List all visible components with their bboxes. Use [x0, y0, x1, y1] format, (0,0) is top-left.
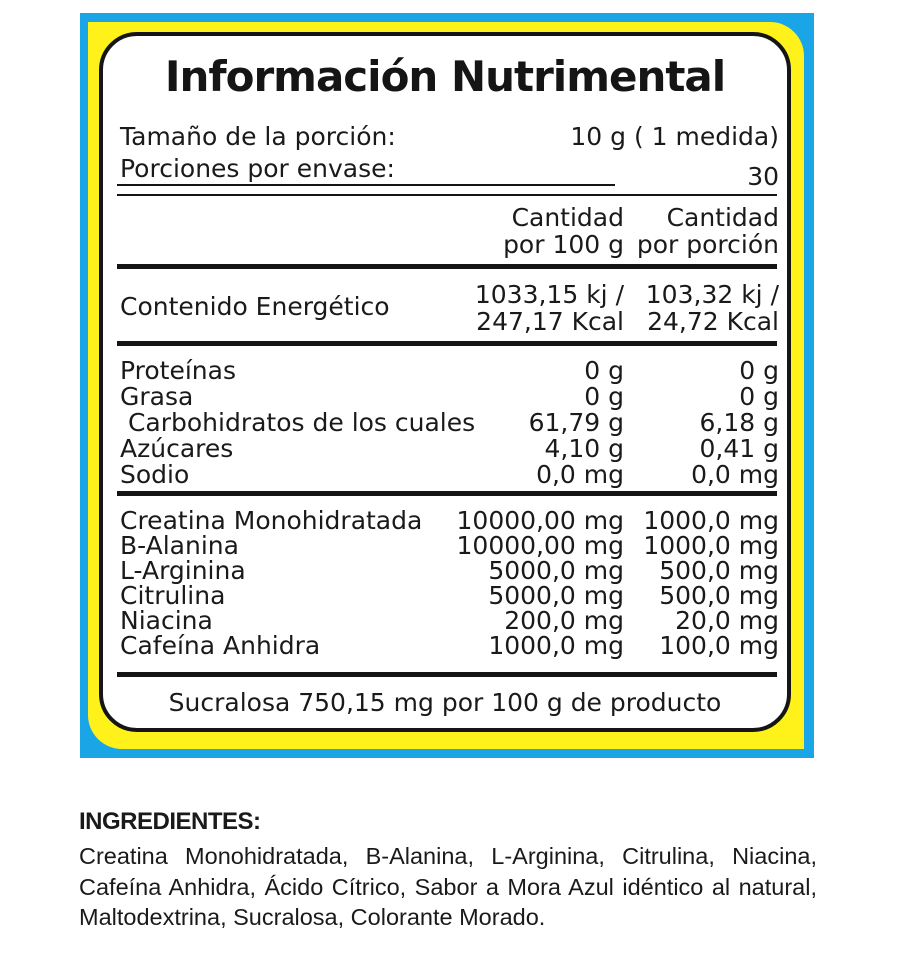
column-header-per-serving-line1: Cantidad	[666, 203, 779, 232]
nutrition-facts-panel	[99, 32, 791, 732]
servings-underline	[117, 184, 615, 186]
divider-serving	[117, 194, 777, 196]
column-header-per-100g-line1: Cantidad	[511, 203, 624, 232]
active-per-100g: 200,0 mg	[504, 606, 624, 635]
nutrient-name: Sodio	[120, 460, 190, 489]
active-name: L-Arginina	[120, 556, 246, 585]
nutrient-row	[103, 462, 787, 488]
nutrient-per-100g: 0 g	[584, 356, 624, 385]
nutrient-per-100g: 61,79 g	[528, 408, 624, 437]
divider-actives	[117, 672, 777, 677]
divider-energy	[117, 341, 777, 346]
energy-per-100g-kcal: 247,17 Kcal	[476, 307, 624, 336]
energy-per-serving	[619, 281, 779, 335]
divider-columns	[117, 264, 777, 269]
nutrient-per-serving: 6,18 g	[699, 408, 779, 437]
active-name: Cafeína Anhidra	[120, 631, 321, 660]
nutrient-name: Proteínas	[120, 356, 236, 385]
divider-nutrients	[117, 491, 777, 496]
energy-per-serving-kj: 103,32 kj /	[645, 280, 779, 309]
active-per-100g: 5000,0 mg	[488, 556, 624, 585]
active-row	[103, 633, 787, 659]
nutrition-title: Información Nutrimental	[164, 52, 726, 101]
nutrient-per-serving: 0 g	[739, 356, 779, 385]
nutrient-row	[103, 358, 787, 384]
energy-per-serving-kcal: 24,72 Kcal	[647, 307, 779, 336]
column-header-per-serving-line2: por porción	[636, 230, 779, 259]
nutrient-per-100g: 0 g	[584, 382, 624, 411]
energy-per-100g	[434, 281, 624, 335]
nutrient-name: Carbohidratos de los cuales	[120, 408, 476, 437]
nutrient-row	[103, 436, 787, 462]
nutrient-per-serving: 0,41 g	[699, 434, 779, 463]
serving-size-label: Tamaño de la porción:	[120, 122, 396, 151]
active-per-serving: 500,0 mg	[659, 581, 779, 610]
active-per-100g: 5000,0 mg	[488, 581, 624, 610]
nutrient-per-serving: 0 g	[739, 382, 779, 411]
energy-per-100g-kj: 1033,15 kj /	[474, 280, 624, 309]
nutrient-per-100g: 0,0 mg	[536, 460, 624, 489]
column-header-per-100g	[464, 204, 624, 258]
servings-per-container-value: 30	[747, 162, 779, 191]
nutrient-row	[103, 410, 787, 436]
column-header-per-100g-line2: por 100 g	[503, 230, 624, 259]
active-name: Citrulina	[120, 581, 226, 610]
nutrient-name: Grasa	[120, 382, 194, 411]
active-per-100g: 10000,00 mg	[456, 531, 624, 560]
serving-size-value: 10 g ( 1 medida)	[570, 122, 779, 151]
active-per-100g: 1000,0 mg	[488, 631, 624, 660]
nutrient-per-serving: 0,0 mg	[691, 460, 779, 489]
sweetener-footnote: Sucralosa 750,15 mg por 100 g de producto	[168, 688, 722, 717]
active-name: Creatina Monohidratada	[120, 506, 423, 535]
ingredients-heading: INGREDIENTES:	[79, 808, 261, 835]
active-name: B-Alanina	[120, 531, 239, 560]
active-per-serving: 20,0 mg	[675, 606, 779, 635]
ingredients-text: Creatina Monohidratada, B-Alanina, L-Arginina, Citrulina, Niacina, Cafeína Anhidra, Ácido Cítrico, Sabor a Mora Azul idéntico al natural, Maltodextrina, Sucralosa, Colorante Morado.	[79, 843, 817, 930]
nutrient-row	[103, 384, 787, 410]
servings-per-container-label: Porciones por envase:	[120, 154, 395, 183]
active-per-serving: 1000,0 mg	[643, 531, 779, 560]
active-per-serving: 1000,0 mg	[643, 506, 779, 535]
active-per-100g: 10000,00 mg	[456, 506, 624, 535]
column-header-per-serving	[619, 204, 779, 258]
nutrient-per-100g: 4,10 g	[544, 434, 624, 463]
energy-label: Contenido Energético	[120, 292, 390, 321]
active-per-serving: 500,0 mg	[659, 556, 779, 585]
active-per-serving: 100,0 mg	[659, 631, 779, 660]
active-name: Niacina	[120, 606, 213, 635]
nutrient-name: Azúcares	[120, 434, 234, 463]
